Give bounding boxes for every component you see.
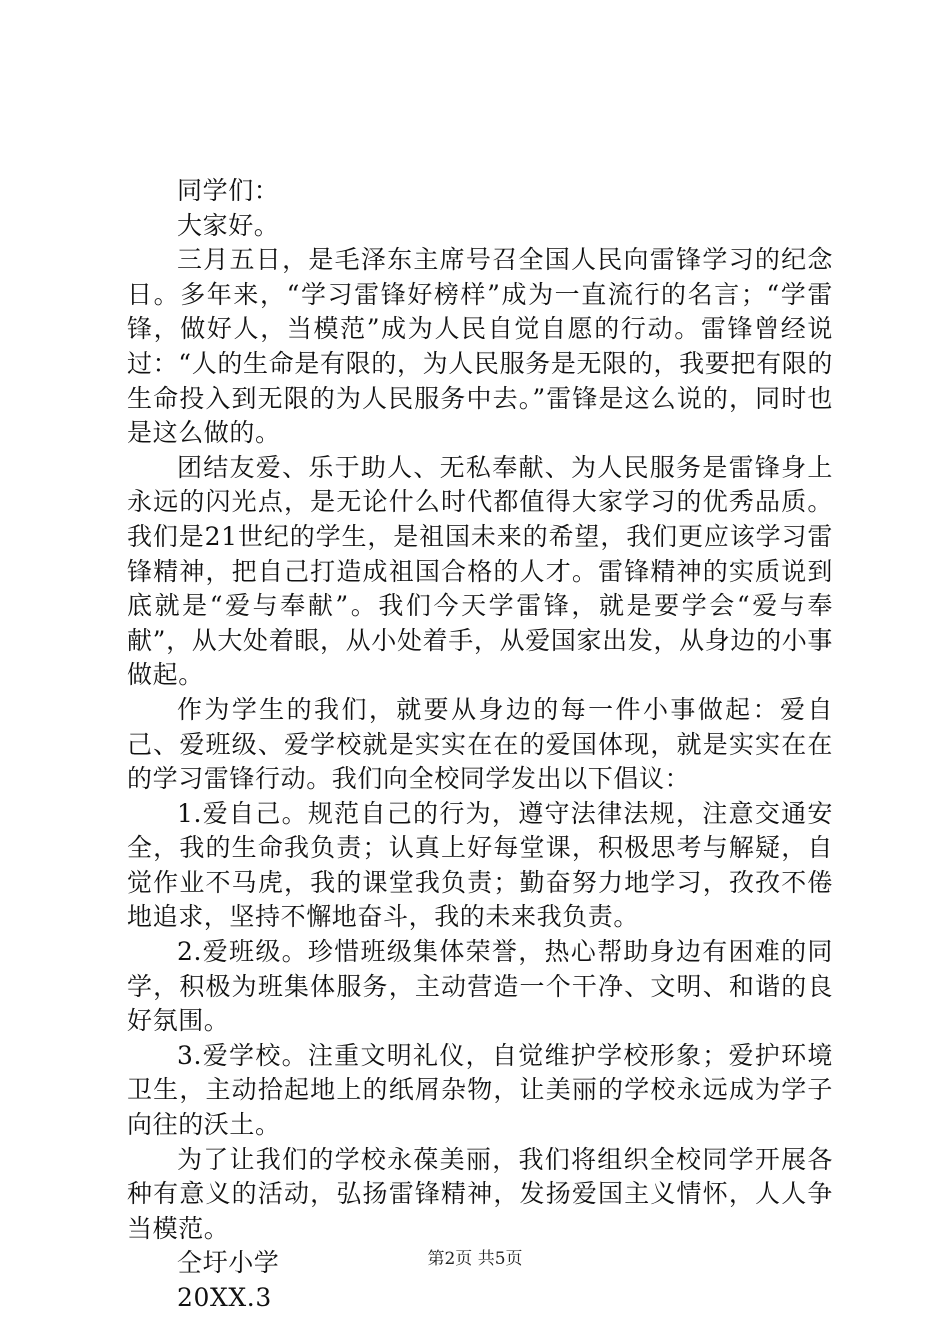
page-number-footer: 第2页 共5页 [427, 1249, 523, 1269]
signature: 仝圩小学 [177, 1248, 280, 1278]
paragraph-intro: 三月五日，是毛泽东主席号召全国人民向雷锋学习的纪念日。多年来，“学习雷锋好榜样”成为一直流行的名言；“学雷锋，做好人，当模范”成为人民自觉自愿的行动。雷锋曾经说过：“人的生命是有限的，为人民服务是无限的，我要把有限的生命投入到无限的为人民服务中去。”雷锋是这么说的，同时也是这么做的。 [127, 245, 833, 448]
greeting: 同学们： [177, 176, 280, 205]
paragraph-item-1: 1.爱自己。规范自己的行为，遵守法律法规，注意交通安全，我的生命我负责；认真上好每堂课，积极思考与解疑，自觉作业不马虎，我的课堂我负责；勤奋努力地学习，孜孜不倦地追求，坚持不懈地奋斗，我的未来我负责。 [127, 798, 833, 932]
document-body [127, 174, 833, 1316]
paragraph-item-2: 2.爱班级。珍惜班级集体荣誉，热心帮助身边有困难的同学，积极为班集体服务，主动营造一个干净、文明、和谐的良好氛围。 [127, 937, 833, 1036]
paragraph-item-3: 3.爱学校。注重文明礼仪，自觉维护学校形象；爱护环境卫生，主动拾起地上的纸屑杂物，让美丽的学校永远成为学子向往的沃土。 [127, 1040, 833, 1140]
paragraph-closing: 为了让我们的学校永葆美丽，我们将组织全校同学开展各种有意义的活动，弘扬雷锋精神，发扬爱国主义情怀，人人争当模范。 [127, 1144, 833, 1243]
paragraph-spirit: 团结友爱、乐于助人、无私奉献、为人民服务是雷锋身上永远的闪光点，是无论什么时代都值得大家学习的优秀品质。我们是21世纪的学生，是祖国未来的希望，我们更应该学习雷锋精神，把自己打造成祖国合格的人才。雷锋精神的实质说到底就是“爱与奉献”。我们今天学雷锋，就是要学会“爱与奉献”，从大处着眼，从小处着手，从爱国家出发，从身边的小事做起。 [127, 452, 833, 690]
date: 20XX.3 [177, 1283, 272, 1312]
paragraph-proposal: 作为学生的我们，就要从身边的每一件小事做起：爱自己、爱班级、爱学校就是实实在在的爱国体现，就是实实在在的学习雷锋行动。我们向全校同学发出以下倡议： [127, 694, 833, 794]
salutation: 大家好。 [177, 210, 280, 240]
